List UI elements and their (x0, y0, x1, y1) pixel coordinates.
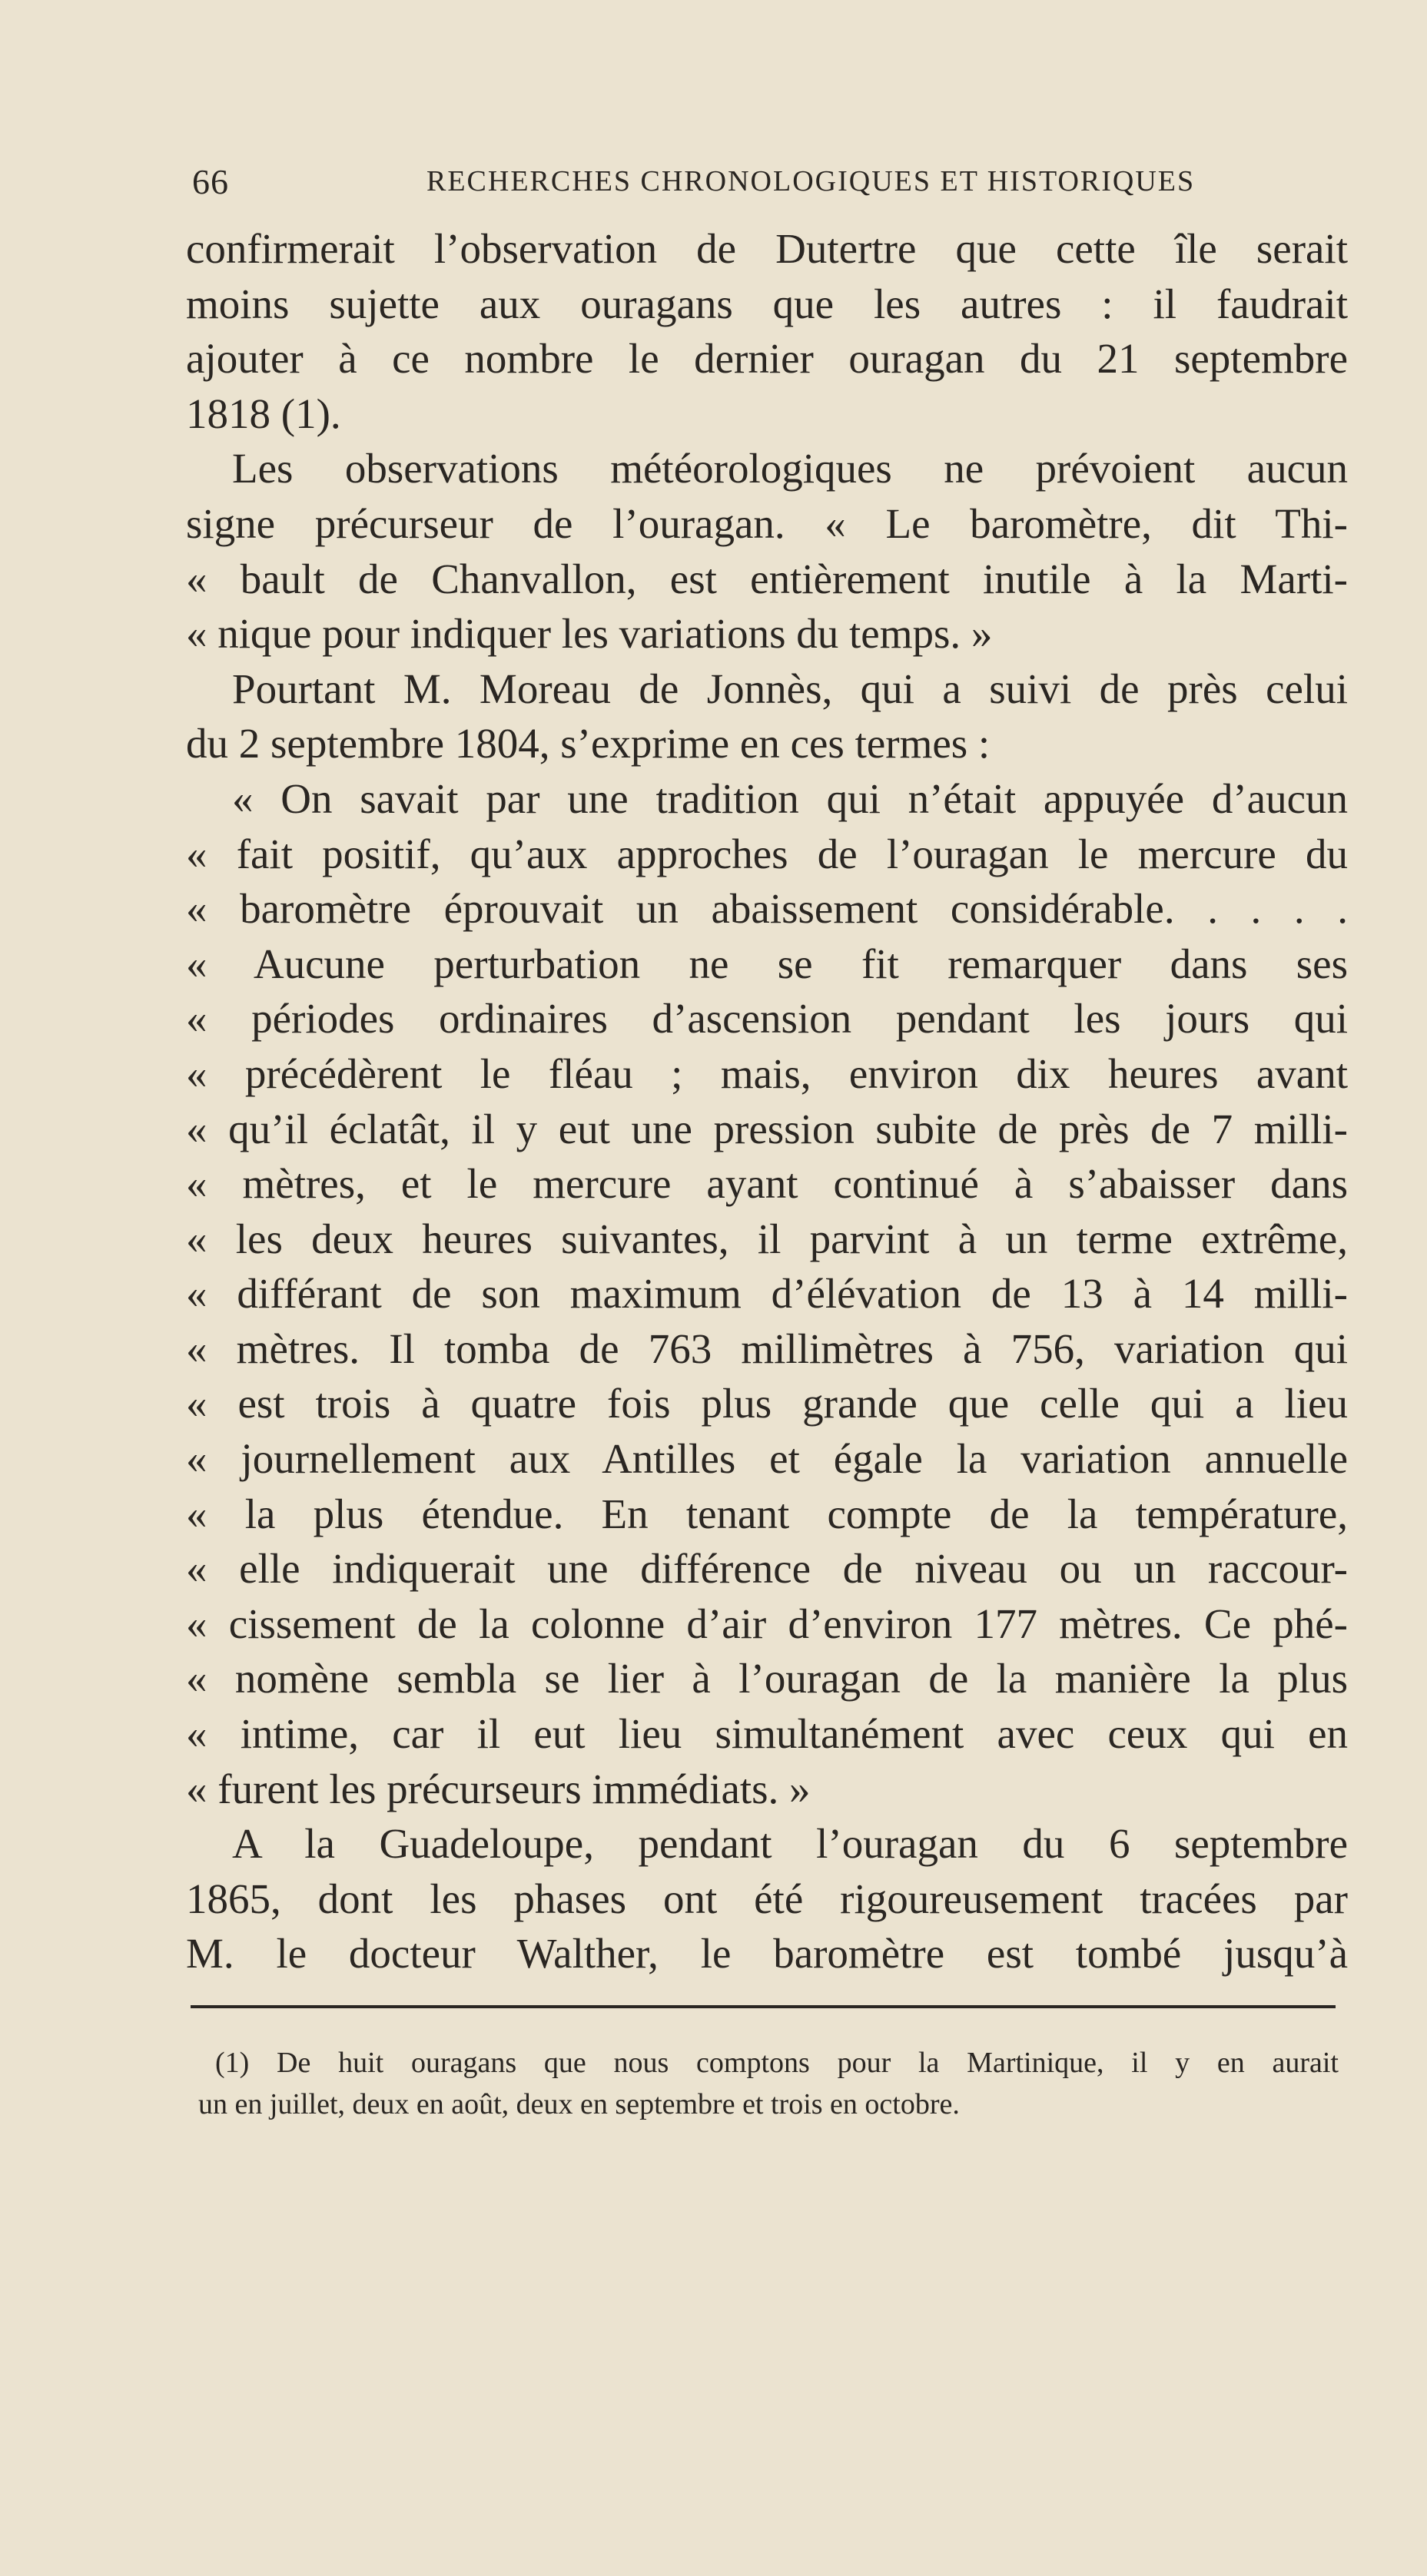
text-line: 1865, dont les phases ont été rigoureusement tracées par (186, 1875, 1348, 1922)
running-head (192, 161, 1196, 207)
paragraph-start-line: Pourtant M. Moreau de Jonnès, qui a suivi de près celui (232, 665, 1348, 712)
quote-line: « cissement de la colonne d’air d’environ 177 mètres. Ce phé- (186, 1600, 1348, 1647)
text-line: signe précurseur de l’ouragan. « Le baromètre, dit Thi- (186, 499, 1348, 547)
footnote-line: un en juillet, deux en août, deux en septembre et trois en octobre. (198, 2088, 960, 2120)
quote-line: « Aucune perturbation ne se fit remarquer dans ses (186, 940, 1348, 987)
text-line: « nique pour indiquer les variations du temps. » (186, 610, 993, 658)
running-title: RECHERCHES CHRONOLOGIQUES ET HISTORIQUES (426, 165, 1196, 197)
text-line: 1818 (1). (186, 390, 341, 437)
quote-line: « la plus étendue. En tenant compte de la température, (186, 1490, 1348, 1537)
quote-line: « elle indiquerait une différence de niveau ou un raccour- (186, 1545, 1348, 1593)
footnote-divider (191, 2005, 1336, 2008)
footnotes (198, 2042, 1339, 2125)
text-line: du 2 septembre 1804, s’exprime en ces termes : (186, 720, 991, 767)
paragraph-start-line: Les observations météorologiques ne prévoient aucun (232, 445, 1348, 492)
quote-line: « est trois à quatre fois plus grande que celle qui a lieu (186, 1380, 1348, 1427)
page-number: 66 (192, 162, 229, 201)
text-line: moins sujette aux ouragans que les autres : il faudrait (186, 280, 1348, 327)
quote-line: « qu’il éclatât, il y eut une pression subite de près de 7 milli- (186, 1105, 1348, 1152)
quote-line: « mètres, et le mercure ayant continué à s’abaisser dans (186, 1160, 1348, 1208)
quote-line: « baromètre éprouvait un abaissement considérable. . . . . (186, 885, 1348, 933)
text-line: « bault de Chanvallon, est entièrement inutile à la Marti- (186, 555, 1348, 602)
text-line: M. le docteur Walther, le baromètre est tombé jusqu’à (186, 1930, 1348, 1978)
paragraph-start-line: A la Guadeloupe, pendant l’ouragan du 6 septembre (232, 1820, 1348, 1868)
quote-start-line: « On savait par une tradition qui n’était appuyée d’aucun (232, 774, 1348, 822)
quote-line: « les deux heures suivantes, il parvint à un terme extrême, (186, 1215, 1348, 1262)
body-text (186, 221, 1348, 1981)
text-line: ajouter à ce nombre le dernier ouragan du 21 septembre (186, 335, 1348, 383)
quote-line: « fait positif, qu’aux approches de l’ouragan le mercure du (186, 830, 1348, 877)
footnote-line: (1) De huit ouragans que nous comptons pour la Martinique, il y en aurait (215, 2047, 1339, 2079)
quote-line: « différant de son maximum d’élévation de 13 à 14 milli- (186, 1270, 1348, 1318)
quote-line: « nomène sembla se lier à l’ouragan de la manière la plus (186, 1655, 1348, 1702)
quote-line: « furent les précurseurs immédiats. » (186, 1765, 811, 1812)
quote-line: « mètres. Il tomba de 763 millimètres à 756, variation qui (186, 1324, 1348, 1372)
quote-line: « journellement aux Antilles et égale la variation annuelle (186, 1435, 1348, 1483)
quote-line: « intime, car il eut lieu simultanément avec ceux qui en (186, 1710, 1348, 1758)
quote-line: « précédèrent le fléau ; mais, environ dix heures avant (186, 1049, 1348, 1097)
quote-line: « périodes ordinaires d’ascension pendant les jours qui (186, 995, 1348, 1043)
text-line: confirmerait l’observation de Dutertre que cette île serait (186, 225, 1348, 272)
